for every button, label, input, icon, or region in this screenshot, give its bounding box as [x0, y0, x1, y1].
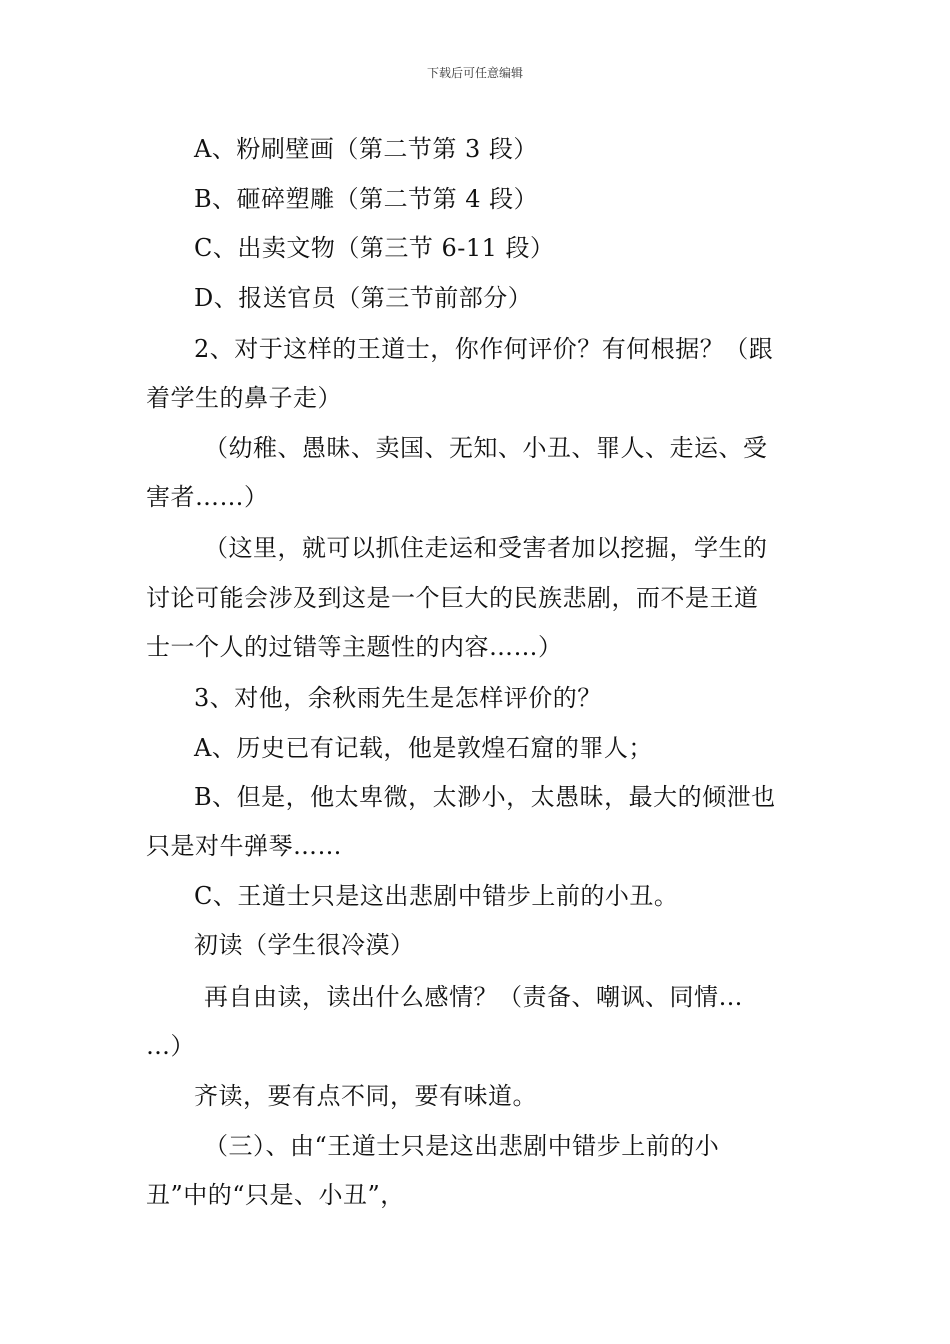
text-line: 3、对他，余秋雨先生是怎样评价的？: [194, 684, 602, 712]
text-line: 丑”中的“只是、小丑”，: [146, 1181, 405, 1209]
text-line: 害者……）: [146, 483, 269, 511]
text-line: 再自由读，读出什么感情？（责备、嘲讽、同情…: [204, 983, 743, 1011]
text-line: 讨论可能会涉及到这是一个巨大的民族悲剧，而不是王道: [146, 584, 759, 612]
text-line: 只是对牛弹琴……: [146, 832, 342, 860]
text-line: 士一个人的过错等主题性的内容……）: [146, 633, 563, 661]
text-line: （这里，就可以抓住走运和受害者加以挖掘，学生的: [204, 534, 768, 562]
text-line: D、报送官员（第三节前部分）: [194, 284, 533, 312]
text-line: C、王道士只是这出悲剧中错步上前的小丑。: [194, 882, 679, 910]
page-header: 下载后可任意编辑: [426, 66, 523, 80]
text-line: 齐读，要有点不同，要有味道。: [194, 1082, 537, 1110]
text-line: …）: [146, 1032, 195, 1060]
text-line: A、粉刷壁画（第二节第 3 段）: [194, 135, 538, 163]
text-line: B、但是，他太卑微，太渺小，太愚昧，最大的倾泄也: [194, 783, 776, 811]
text-line: 着学生的鼻子走）: [146, 384, 342, 412]
text-line: B、砸碎塑雕（第二节第 4 段）: [194, 185, 539, 213]
text-line: C、出卖文物（第三节 6-11 段）: [194, 234, 555, 262]
text-line: 2、对于这样的王道士，你作何评价？有何根据？（跟: [194, 335, 774, 363]
text-line: 初读（学生很冷漠）: [194, 931, 415, 959]
text-line: （三）、由“王道士只是这出悲剧中错步上前的小: [204, 1132, 720, 1160]
text-line: A、历史已有记载，他是敦煌石窟的罪人；: [194, 734, 653, 762]
text-line: （幼稚、愚昧、卖国、无知、小丑、罪人、走运、受: [204, 434, 768, 462]
